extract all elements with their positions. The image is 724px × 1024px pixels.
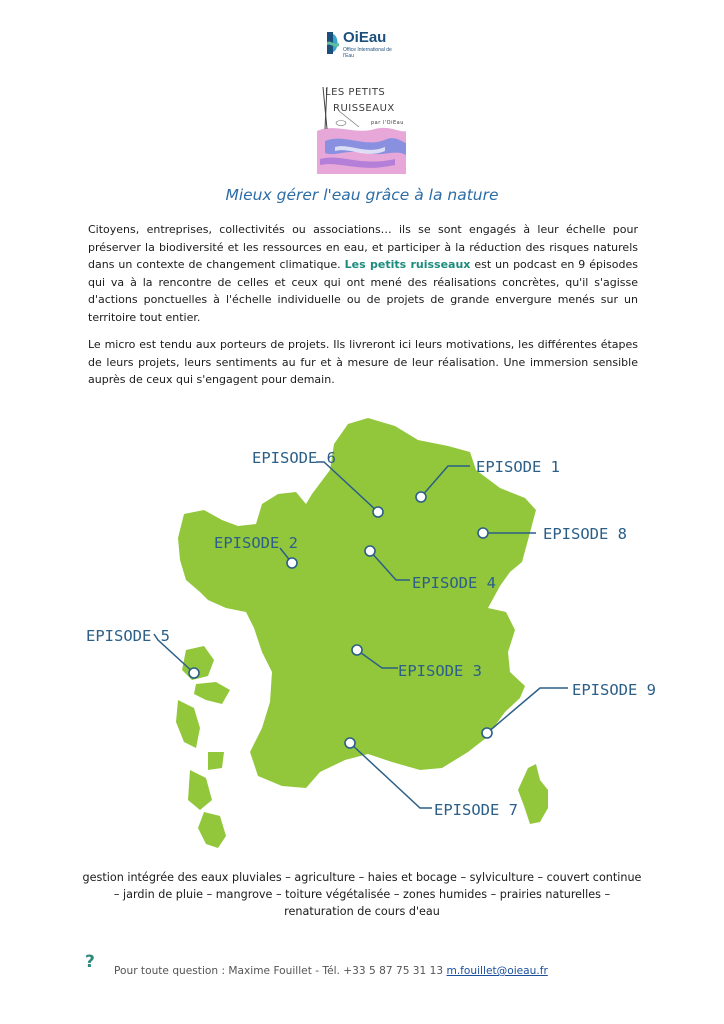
intro-paragraph-2: Le micro est tendu aux porteurs de projets. Ils livreront ici leurs motivations, les différentes étapes de leurs projets, leurs sentiments au fur et à mesure de leur réalisation. Une immersion sensible auprès de ceux qui s'engagent pour demain. [88,338,638,386]
episode-6-label: EPISODE 6 [252,449,336,467]
contact-line [114,965,548,977]
episode-1-label: EPISODE 1 [476,458,560,476]
episode-8-marker[interactable] [478,528,488,538]
island-4 [208,752,224,770]
intro-text-start: Citoyens, entreprises, collectivités ou associations… ils se sont engagés à leur échelle pour préserver la biodiversité et les ressources en eau, et participer à la réduction des risques naturels dans un contexte de changement climatique. [88,223,638,271]
oieau-logo-icon [325,32,341,54]
episode-8-label: EPISODE 8 [543,525,627,543]
episode-5-label: EPISODE 5 [86,627,170,645]
episode-3-marker[interactable] [352,645,362,655]
episode-4-marker[interactable] [365,546,375,556]
episode-1-marker[interactable] [416,492,426,502]
episode-5-marker[interactable] [189,668,199,678]
intro-text-end: est un podcast en 9 épisodes qui va à la rencontre de celles et ceux qui ont mené des réalisations concrètes, qu'il s'agisse d'actions ponctuelles à l'échelle individuelle ou de projets de grande envergure menés sur un territoire tout entier. [88,258,639,324]
podcast-title-line2: RUISSEAUX [333,103,395,114]
island-6 [198,812,226,848]
island-2 [194,682,230,704]
podcast-by: par l'OiEau [371,120,404,126]
episode-9-label: EPISODE 9 [572,681,656,699]
contact-text: Pour toute question : Maxime Fouillet - Tél. +33 5 87 75 31 13 [114,965,447,977]
headline: Mieux gérer l'eau grâce à la nature [225,186,499,204]
corsica [518,764,548,824]
intro-paragraph-1 [88,221,638,326]
contact-email-link[interactable]: m.fouillet@oieau.fr [446,965,548,977]
island-3 [176,700,200,748]
logo-subtitle: Office International de l'Eau [343,47,392,59]
podcast-artwork [315,83,406,174]
oieau-logo [325,28,405,64]
episode-6-marker[interactable] [373,507,383,517]
episode-7-marker[interactable] [345,738,355,748]
question-icon: ? [85,952,95,972]
episodes-map [0,395,724,855]
podcast-name-highlight: Les petits ruisseaux [344,258,471,271]
episode-4-label: EPISODE 4 [412,574,496,592]
episode-7-label: EPISODE 7 [434,801,518,819]
podcast-title-line1: LES PETITS [325,87,386,98]
keywords-list: gestion intégrée des eaux pluviales – agriculture – haies et bocage – sylviculture – couvert continue – jardin de pluie – mangrove – toiture végétalisée – zones humides – prairies naturelles – renaturation de cours d'eau [82,871,642,918]
logo-name: OiEau [343,29,387,46]
episode-9-marker[interactable] [482,728,492,738]
episode-2-label: EPISODE 2 [214,534,298,552]
island-5 [188,770,212,810]
episode-2-marker[interactable] [287,558,297,568]
episode-3-label: EPISODE 3 [398,662,482,680]
